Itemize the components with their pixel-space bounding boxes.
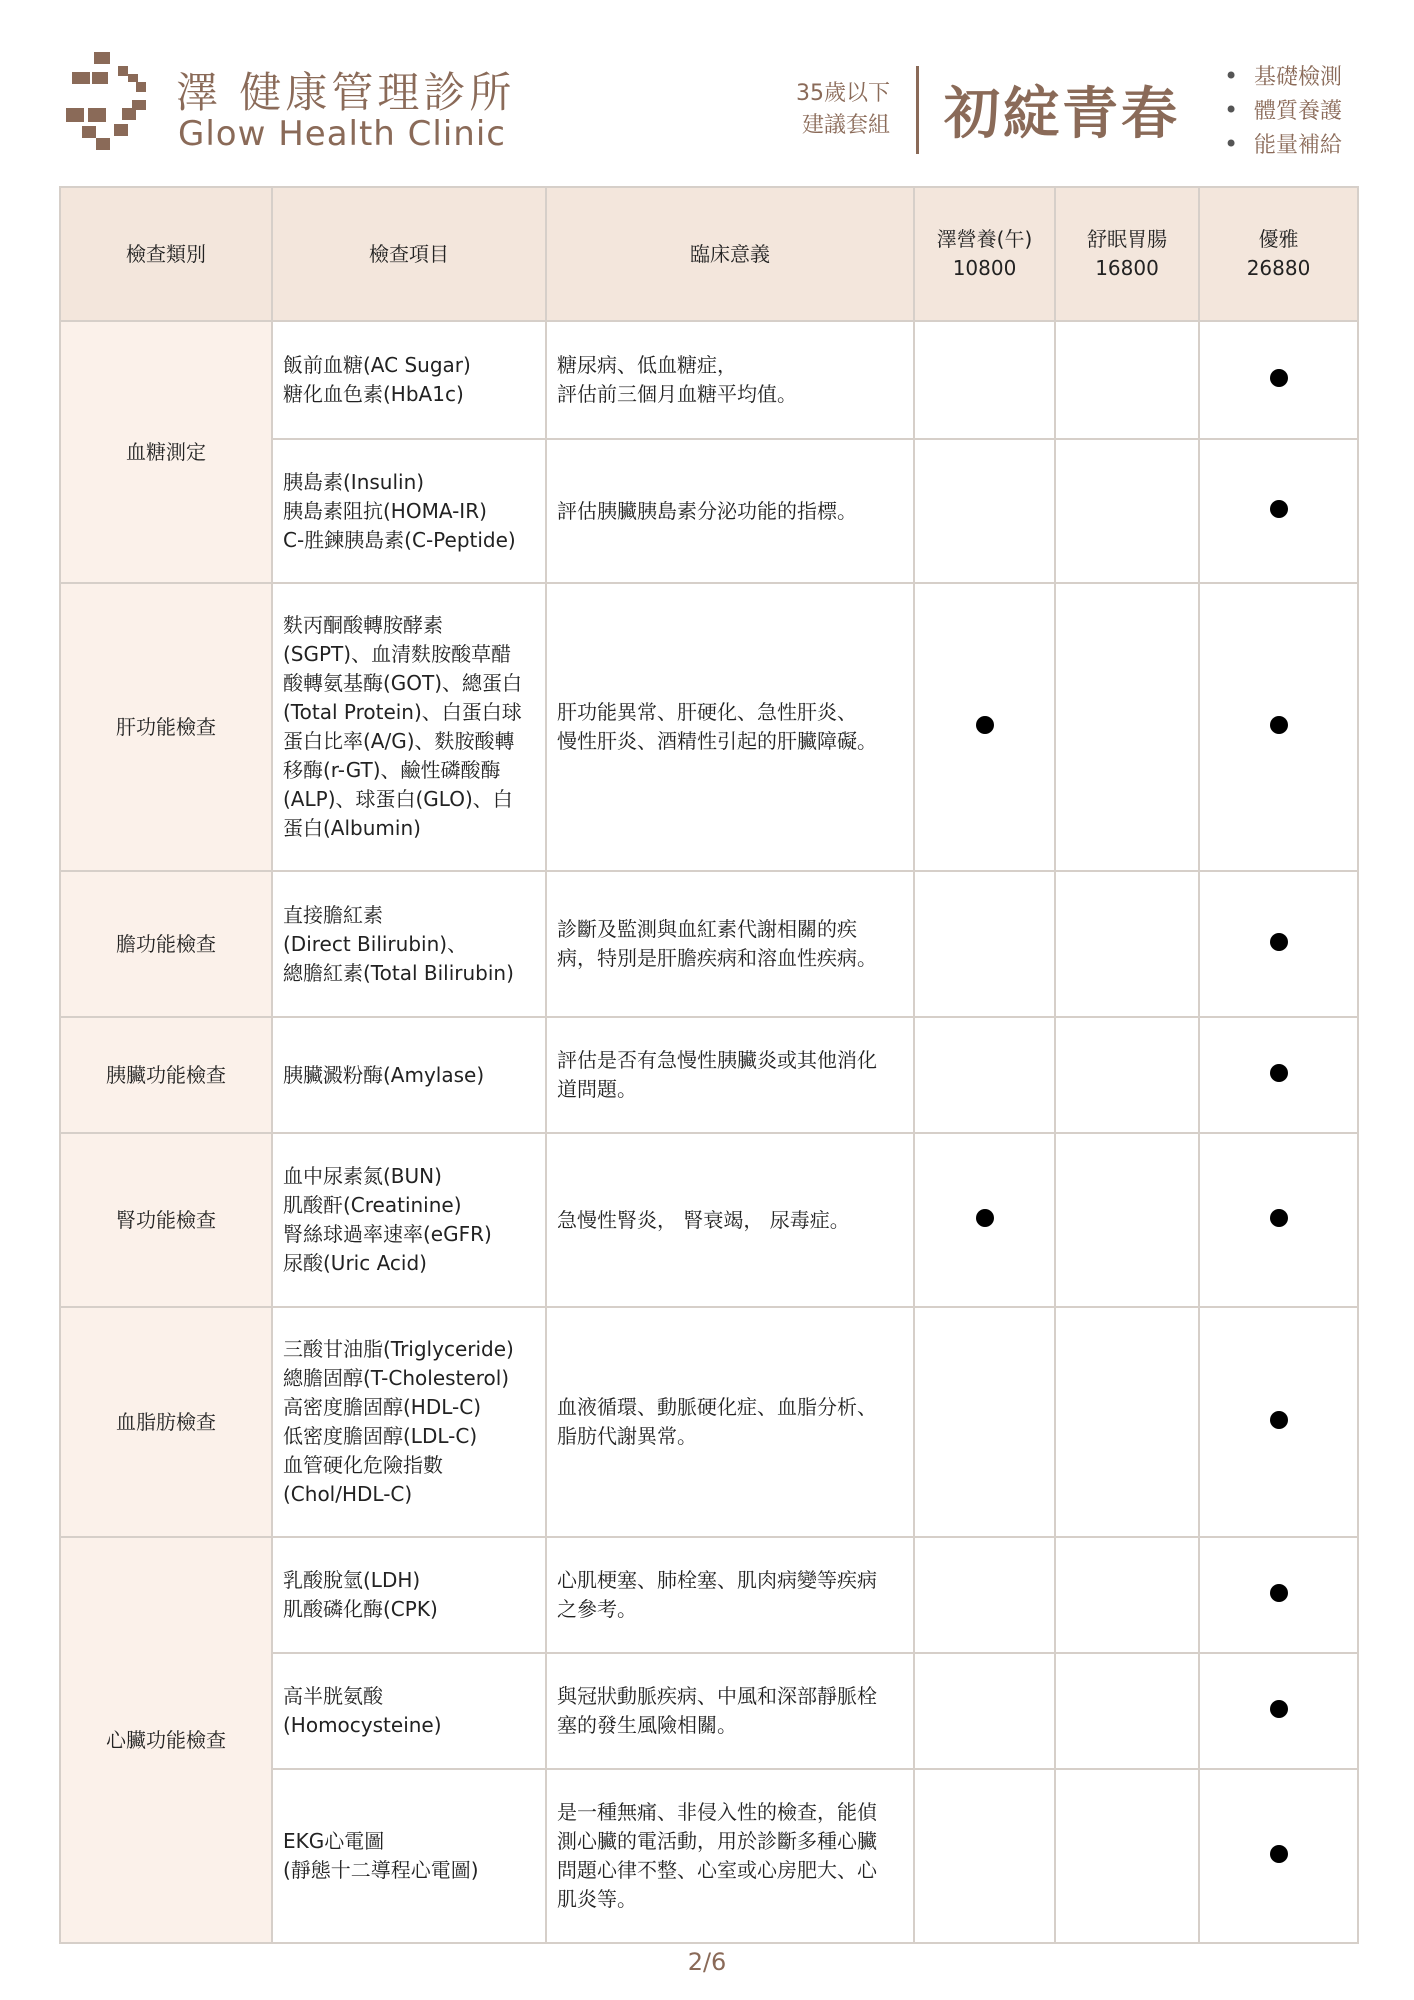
- meaning-line: 與冠狀動脈疾病、中風和深部靜脈栓: [557, 1684, 877, 1708]
- item-line: 乳酸脫氫(LDH): [283, 1568, 421, 1592]
- page-number: 2/6: [687, 1948, 727, 1976]
- table-row: [60, 321, 1358, 439]
- checkup-table: [59, 186, 1359, 1944]
- plan-price: 26880: [1246, 256, 1311, 280]
- table-row: [60, 1133, 1358, 1307]
- included-dot-icon: [1270, 500, 1288, 518]
- meaning-line: 急慢性腎炎， 腎衰竭， 尿毒症。: [557, 1207, 850, 1232]
- plan-cell: [914, 439, 1055, 583]
- meaning-line: 診斷及監測與血紅素代謝相關的疾: [557, 917, 857, 941]
- table-header-row: [60, 187, 1358, 321]
- included-dot-icon: [1270, 369, 1288, 387]
- item-line: 胰臟澱粉酶(Amylase): [283, 1062, 485, 1087]
- item-cell: [272, 1537, 546, 1653]
- plan-name: 舒眠胃腸: [1087, 227, 1167, 251]
- item-line: (Homocysteine): [283, 1713, 442, 1737]
- plan-cell: [1055, 1307, 1199, 1537]
- plan-name: 澤營養(午): [936, 227, 1033, 251]
- feature-item: • 能量補給: [1224, 128, 1342, 162]
- meaning-line: 血液循環、動脈硬化症、血脂分析、: [557, 1395, 877, 1419]
- item-line: 高半胱氨酸: [283, 1684, 383, 1708]
- table-row: [60, 1307, 1358, 1537]
- meaning-line: 肝功能異常、肝硬化、急性肝炎、: [557, 700, 857, 724]
- plan-cell: [914, 871, 1055, 1017]
- feature-list: [1224, 60, 1342, 162]
- plan-cell: [1055, 583, 1199, 871]
- item-line: 總膽紅素(Total Bilirubin): [283, 960, 514, 985]
- item-cell: [272, 1307, 546, 1537]
- plan-cell: [1199, 1769, 1358, 1943]
- page-header: [0, 0, 1414, 180]
- item-line: 酸轉氨基酶(GOT)、總蛋白: [283, 671, 523, 695]
- meaning-cell: [546, 1769, 914, 1943]
- item-line: 肌酸酐(Creatinine): [283, 1193, 462, 1217]
- item-line: 總膽固醇(T-Cholesterol): [283, 1366, 510, 1390]
- package-title: 初綻青春: [944, 82, 1180, 147]
- plan-cell: [1199, 1537, 1358, 1653]
- item-line: 麩丙酮酸轉胺酵素: [283, 613, 443, 637]
- item-line: 三酸甘油脂(Triglyceride): [283, 1337, 514, 1361]
- column-header-category: 檢查類別: [60, 187, 272, 321]
- item-line: 血管硬化危險指數: [283, 1453, 443, 1477]
- included-dot-icon: [976, 1209, 994, 1227]
- column-header-meaning: 臨床意義: [546, 187, 914, 321]
- meaning-line: 測心臟的電活動，用於診斷多種心臟: [557, 1829, 877, 1853]
- meaning-line: 肌炎等。: [557, 1887, 637, 1911]
- plan-cell: [1199, 321, 1358, 439]
- table-row: [60, 1017, 1358, 1133]
- plan-cell: [1199, 1653, 1358, 1769]
- age-recommendation: [770, 78, 890, 142]
- meaning-line: 是一種無痛、非侵入性的檢查，能偵: [557, 1800, 877, 1824]
- category-cell: 心臟功能檢查: [60, 1537, 272, 1943]
- item-line: 腎絲球過率速率(eGFR): [283, 1222, 492, 1246]
- item-line: 蛋白比率(A/G)、麩胺酸轉: [283, 729, 515, 753]
- plan-cell: [914, 1017, 1055, 1133]
- table-row: [60, 583, 1358, 871]
- item-cell: [272, 1653, 546, 1769]
- item-line: 蛋白(Albumin): [283, 816, 421, 840]
- plan-cell: [1055, 1769, 1199, 1943]
- plan-cell: [1055, 439, 1199, 583]
- meaning-cell: [546, 1017, 914, 1133]
- meaning-line: 塞的發生風險相關。: [557, 1713, 737, 1737]
- column-header-plan-3: [1199, 187, 1358, 321]
- plan-cell: [914, 1769, 1055, 1943]
- age-line: 35歲以下: [796, 81, 890, 106]
- meaning-line: 脂肪代謝異常。: [557, 1424, 697, 1448]
- category-cell: 胰臟功能檢查: [60, 1017, 272, 1133]
- feature-item: • 體質養護: [1224, 94, 1342, 128]
- meaning-line: 評估是否有急慢性胰臟炎或其他消化: [557, 1048, 877, 1072]
- plan-cell: [914, 1537, 1055, 1653]
- item-line: (靜態十二導程心電圖): [283, 1858, 479, 1882]
- meaning-cell: [546, 583, 914, 871]
- included-dot-icon: [1270, 933, 1288, 951]
- plan-cell: [1199, 583, 1358, 871]
- column-header-item: 檢查項目: [272, 187, 546, 321]
- meaning-line: 之參考。: [557, 1597, 637, 1621]
- item-cell: [272, 583, 546, 871]
- plan-cell: [1055, 1017, 1199, 1133]
- plan-cell: [1199, 1017, 1358, 1133]
- plan-cell: [1199, 1133, 1358, 1307]
- category-cell: 肝功能檢查: [60, 583, 272, 871]
- meaning-line: 評估前三個月血糖平均值。: [557, 382, 797, 406]
- item-cell: [272, 1769, 546, 1943]
- meaning-cell: [546, 871, 914, 1017]
- meaning-line: 問題心律不整、心室或心房肥大、心: [557, 1858, 877, 1882]
- plan-cell: [914, 1133, 1055, 1307]
- meaning-cell: [546, 1537, 914, 1653]
- item-line: 胰島素阻抗(HOMA-IR): [283, 498, 487, 523]
- item-line: (SGPT)、血清麩胺酸草醋: [283, 642, 512, 666]
- column-header-plan-2: [1055, 187, 1199, 321]
- meaning-cell: [546, 1307, 914, 1537]
- package-note: 建議套組: [801, 113, 890, 138]
- item-cell: [272, 1133, 546, 1307]
- included-dot-icon: [1270, 1064, 1288, 1082]
- plan-cell: [914, 583, 1055, 871]
- plan-cell: [1199, 871, 1358, 1017]
- item-line: 移酶(r-GT)、鹼性磷酸酶: [283, 758, 501, 782]
- item-line: 高密度膽固醇(HDL-C): [283, 1395, 482, 1419]
- plan-cell: [1055, 1653, 1199, 1769]
- item-line: EKG心電圖: [283, 1829, 385, 1853]
- plan-cell: [914, 1653, 1055, 1769]
- included-dot-icon: [976, 716, 994, 734]
- included-dot-icon: [1270, 1700, 1288, 1718]
- plan-price: 10800: [952, 256, 1017, 280]
- column-header-plan-1: [914, 187, 1055, 321]
- meaning-line: 評估胰臟胰島素分泌功能的指標。: [557, 498, 857, 523]
- plan-price: 16800: [1095, 256, 1159, 280]
- plan-cell: [1055, 321, 1199, 439]
- included-dot-icon: [1270, 1584, 1288, 1602]
- item-cell: [272, 871, 546, 1017]
- clinic-name-en: Glow Health Clinic: [178, 114, 506, 154]
- plan-cell: [1055, 1133, 1199, 1307]
- plan-cell: [1199, 439, 1358, 583]
- meaning-line: 道問題。: [557, 1077, 637, 1101]
- category-cell: 血糖測定: [60, 321, 272, 583]
- table-row: [60, 871, 1358, 1017]
- included-dot-icon: [1270, 1209, 1288, 1227]
- item-line: (Direct Bilirubin)、: [283, 931, 468, 956]
- category-cell: 血脂肪檢查: [60, 1307, 272, 1537]
- meaning-line: 病，特別是肝膽疾病和溶血性疾病。: [557, 946, 877, 970]
- item-line: (ALP)、球蛋白(GLO)、白: [283, 787, 513, 811]
- table-row: [60, 1537, 1358, 1653]
- plan-name: 優雅: [1258, 227, 1299, 251]
- item-line: 直接膽紅素: [283, 902, 383, 927]
- item-line: (Total Protein)、白蛋白球: [283, 700, 522, 724]
- clinic-logo-icon: [66, 52, 160, 156]
- item-cell: [272, 321, 546, 439]
- item-line: 胰島素(Insulin): [283, 469, 425, 494]
- item-cell: [272, 1017, 546, 1133]
- included-dot-icon: [1270, 1411, 1288, 1429]
- category-cell: 膽功能檢查: [60, 871, 272, 1017]
- category-cell: 腎功能檢查: [60, 1133, 272, 1307]
- plan-cell: [1055, 1537, 1199, 1653]
- item-line: 血中尿素氮(BUN): [283, 1164, 442, 1188]
- item-line: 尿酸(Uric Acid): [283, 1251, 427, 1275]
- item-line: (Chol/HDL-C): [283, 1482, 413, 1506]
- meaning-line: 心肌梗塞、肺栓塞、肌肉病變等疾病: [557, 1568, 877, 1592]
- plan-cell: [914, 1307, 1055, 1537]
- meaning-cell: [546, 439, 914, 583]
- plan-cell: [914, 321, 1055, 439]
- included-dot-icon: [1270, 1845, 1288, 1863]
- clinic-name-zh: 澤 健康管理診所: [176, 68, 516, 117]
- meaning-line: 慢性肝炎、酒精性引起的肝臟障礙。: [557, 729, 877, 753]
- item-line: 糖化血色素(HbA1c): [283, 382, 464, 406]
- meaning-cell: [546, 321, 914, 439]
- meaning-cell: [546, 1133, 914, 1307]
- item-line: C-胜鍊胰島素(C-Peptide): [283, 527, 516, 552]
- meaning-cell: [546, 1653, 914, 1769]
- item-cell: [272, 439, 546, 583]
- item-line: 飯前血糖(AC Sugar): [283, 353, 471, 377]
- meaning-line: 糖尿病、低血糖症，: [557, 353, 737, 377]
- feature-item: • 基礎檢測: [1224, 60, 1342, 94]
- included-dot-icon: [1270, 716, 1288, 734]
- header-divider: [916, 66, 919, 154]
- item-line: 肌酸磷化酶(CPK): [283, 1597, 438, 1621]
- plan-cell: [1199, 1307, 1358, 1537]
- item-line: 低密度膽固醇(LDL-C): [283, 1424, 478, 1448]
- plan-cell: [1055, 871, 1199, 1017]
